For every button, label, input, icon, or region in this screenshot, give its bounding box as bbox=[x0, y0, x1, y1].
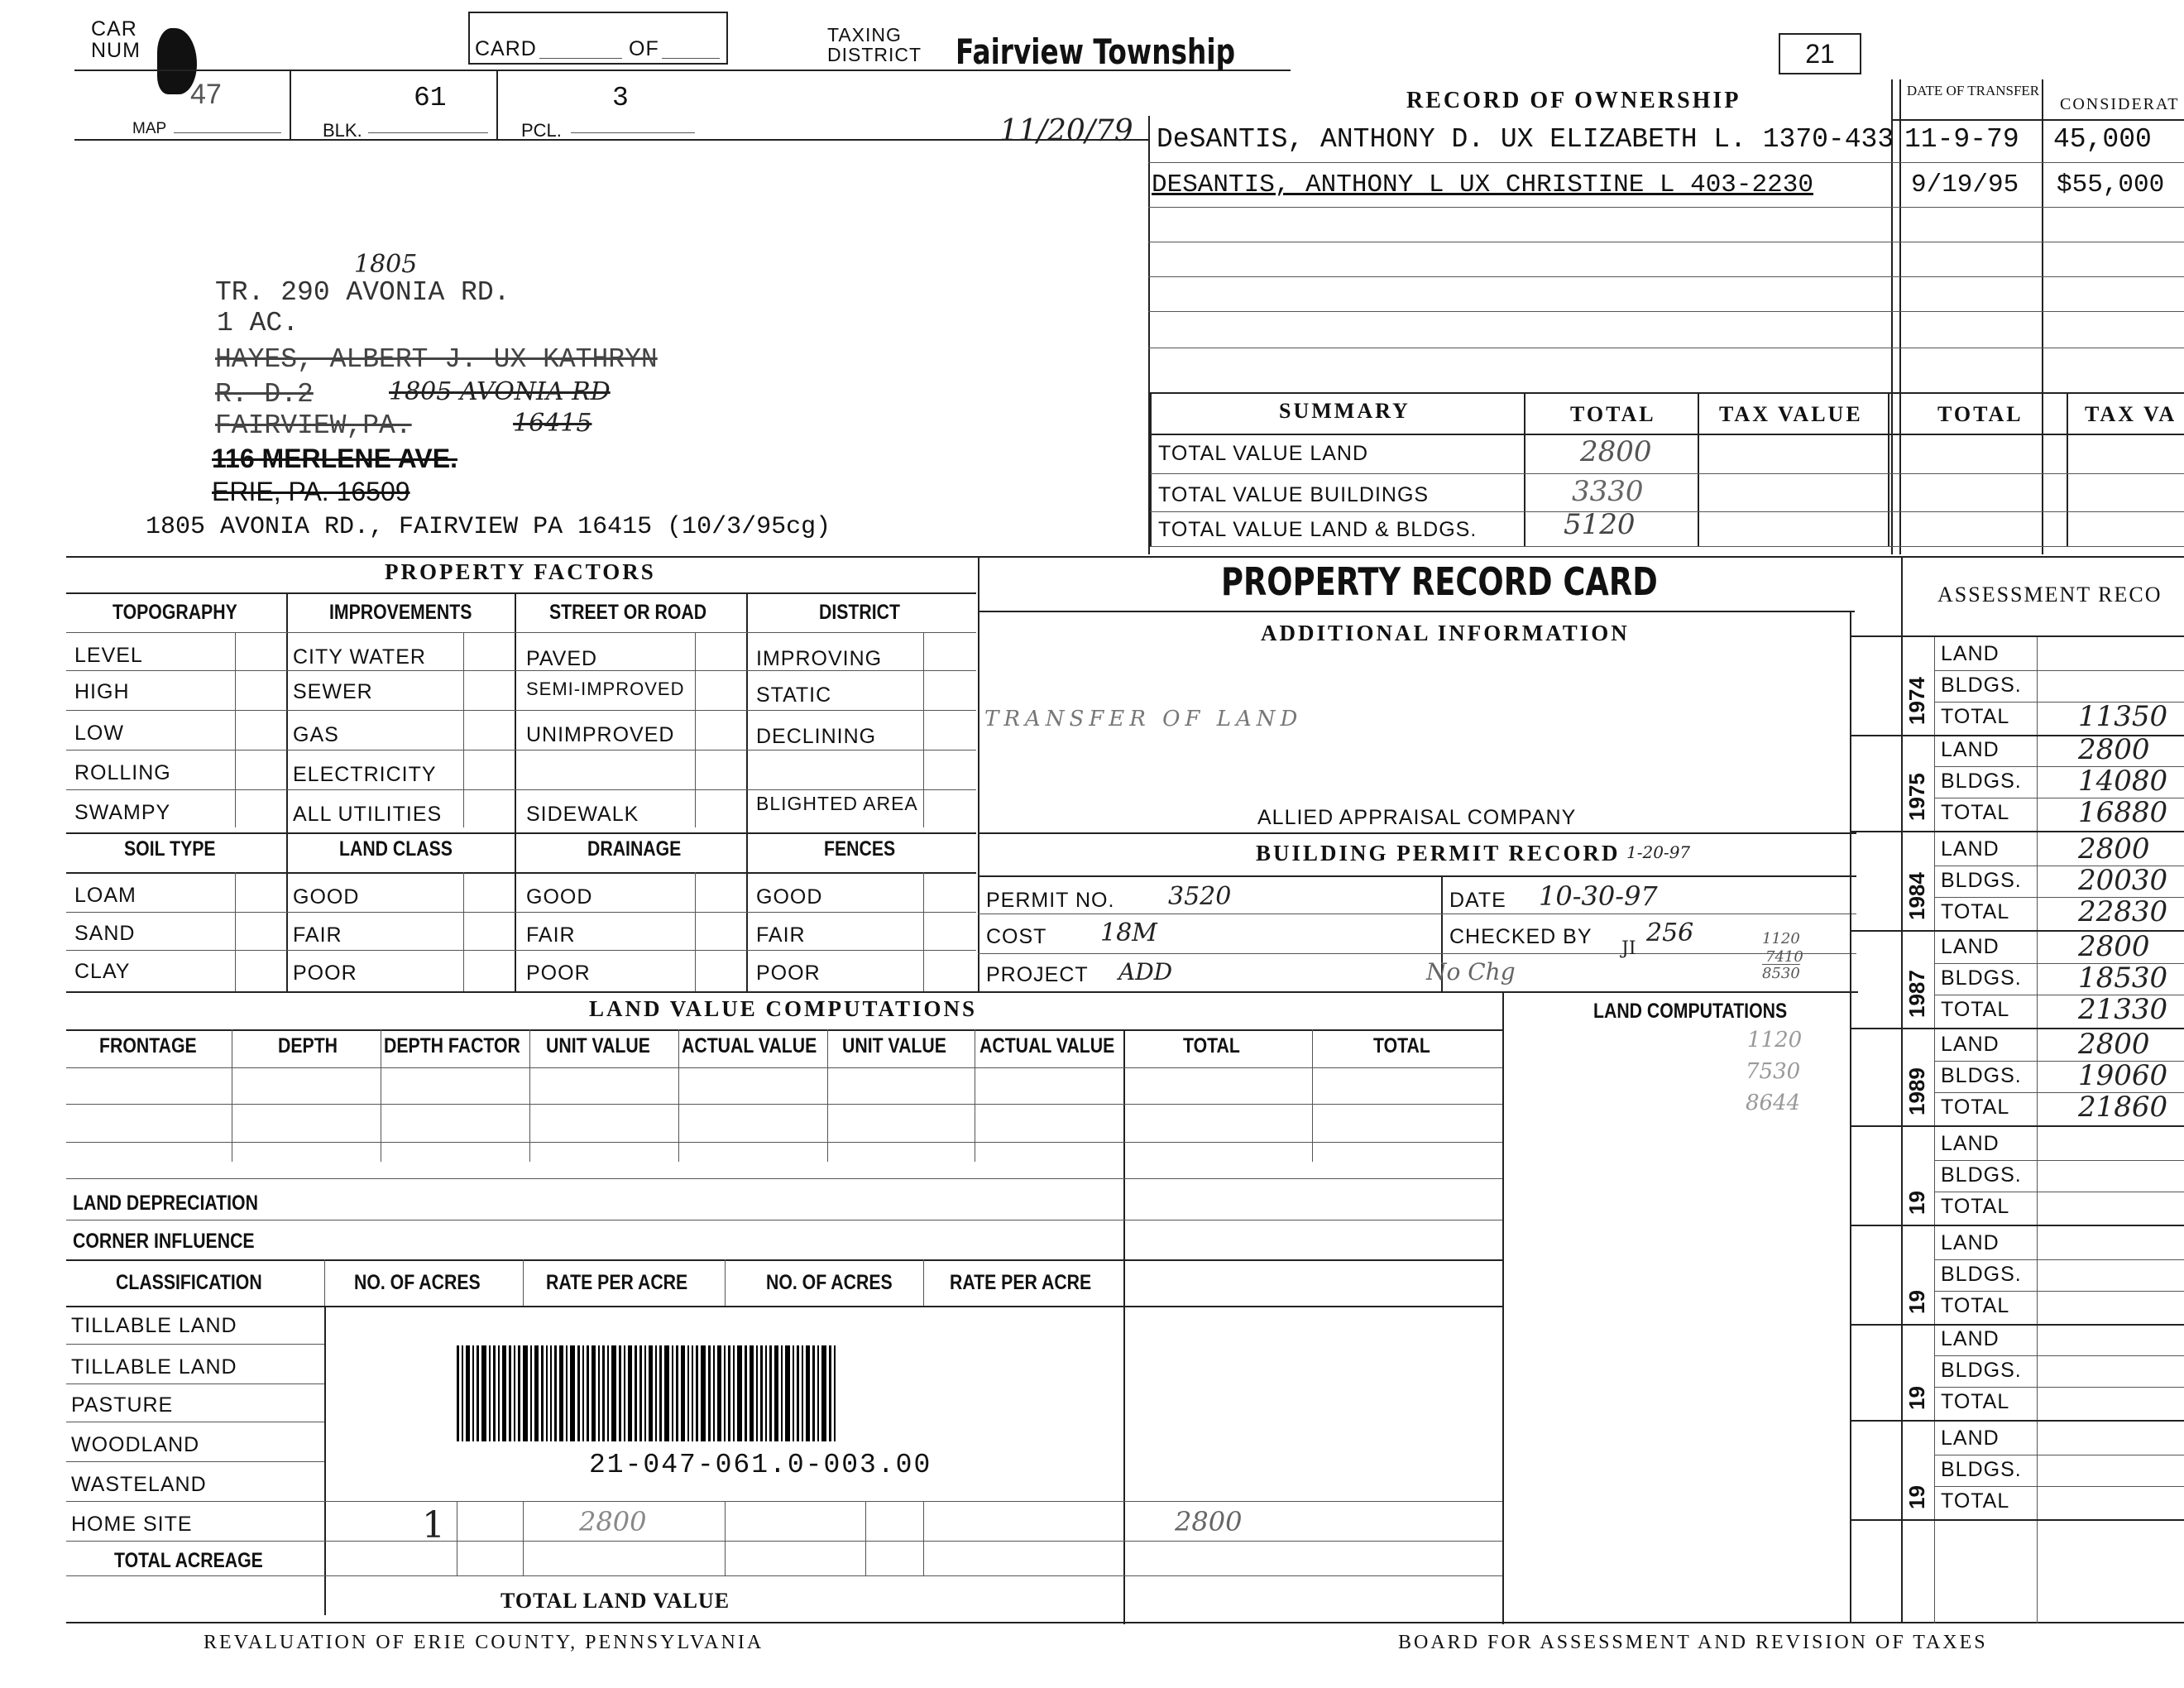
assessment-row-label: LAND bbox=[1941, 642, 2000, 665]
assessment-value: 20030 bbox=[2078, 864, 2168, 897]
col-depth-factor: DEPTH FACTOR bbox=[384, 1034, 520, 1057]
land-class-header: LAND CLASS bbox=[339, 837, 453, 861]
owner-name: DESANTIS, ANTHONY L UX CHRISTINE L 403-2230 bbox=[1152, 170, 1813, 199]
project-label: PROJECT bbox=[986, 963, 1089, 986]
additional-info-title: ADDITIONAL INFORMATION bbox=[1261, 621, 1630, 645]
assessment-year: 1987 bbox=[1904, 970, 1929, 1018]
transfer-date: 9/19/95 bbox=[1911, 170, 2019, 199]
assessment-value: 22830 bbox=[2078, 895, 2168, 928]
soil-item: SAND bbox=[74, 922, 136, 945]
cost-label: COST bbox=[986, 925, 1047, 948]
acreage-line: 1 AC. bbox=[217, 308, 299, 338]
summary-row-label: TOTAL VALUE BUILDINGS bbox=[1158, 483, 1430, 506]
improvement-item: ELECTRICITY bbox=[293, 763, 437, 786]
former-town: FAIRVIEW,PA. bbox=[215, 410, 412, 441]
rate-per-acre-header: RATE PER ACRE bbox=[546, 1271, 688, 1294]
transfer-date: 11-9-79 bbox=[1904, 124, 2019, 155]
permit-date-label: DATE bbox=[1449, 889, 1506, 912]
assessment-value: 16880 bbox=[2078, 796, 2168, 829]
cost-value: 18M bbox=[1100, 918, 1157, 947]
street-header: STREET OR ROAD bbox=[549, 601, 707, 624]
street-item: UNIMPROVED bbox=[526, 723, 675, 746]
assessment-year: 1975 bbox=[1904, 773, 1929, 821]
assessment-year: 19 bbox=[1904, 1290, 1929, 1314]
taxing-district-name: Fairview Township bbox=[956, 31, 1236, 72]
recorded-date: 11/20/79 bbox=[999, 114, 1133, 148]
assessment-row-label: LAND bbox=[1941, 1231, 2000, 1254]
topography-item: LEVEL bbox=[74, 644, 143, 667]
consideration: 45,000 bbox=[2053, 124, 2152, 155]
fences-header: FENCES bbox=[824, 837, 896, 861]
assessment-value: 2800 bbox=[2078, 832, 2150, 866]
assessment-year: 1989 bbox=[1904, 1067, 1929, 1115]
col-unit-value-2: UNIT VALUE bbox=[842, 1034, 946, 1057]
assessment-row-label: TOTAL bbox=[1941, 1390, 2010, 1413]
total-land-value-label: TOTAL LAND VALUE bbox=[500, 1589, 730, 1613]
former-mailing-city: ERIE, PA. 16509 bbox=[212, 477, 410, 506]
date-of-transfer-header: DATE OF TRANSFER bbox=[1906, 83, 2040, 98]
land-value-title: LAND VALUE COMPUTATIONS bbox=[589, 996, 978, 1021]
topography-header: TOPOGRAPHY bbox=[113, 601, 237, 624]
summary-title: SUMMARY bbox=[1279, 399, 1410, 423]
permit-no-label: PERMIT NO. bbox=[986, 889, 1115, 912]
col-total: TOTAL bbox=[1183, 1034, 1240, 1057]
property-factors-title: PROPERTY FACTORS bbox=[385, 559, 656, 584]
assessment-year: 19 bbox=[1904, 1485, 1929, 1509]
assessment-row-label: BLDGS. bbox=[1941, 1064, 2022, 1087]
parcel-barcode bbox=[457, 1345, 838, 1441]
col-unit-value: UNIT VALUE bbox=[546, 1034, 650, 1057]
district-header: DISTRICT bbox=[819, 601, 900, 624]
fences-item: GOOD bbox=[756, 885, 823, 909]
soil-type-header: SOIL TYPE bbox=[124, 837, 216, 861]
land-computations-title: LAND COMPUTATIONS bbox=[1593, 1000, 1788, 1023]
assessment-row-label: TOTAL bbox=[1941, 1489, 2010, 1513]
total-acreage-label: TOTAL ACREAGE bbox=[114, 1549, 263, 1572]
blk-value: 61 bbox=[414, 83, 447, 113]
summary-row-value: 3330 bbox=[1572, 475, 1644, 508]
assessment-value: 2800 bbox=[2078, 1028, 2150, 1061]
drainage-item: POOR bbox=[526, 961, 591, 985]
land-class-row: TILLABLE LAND bbox=[71, 1314, 237, 1337]
permit-no-value: 3520 bbox=[1168, 882, 1232, 911]
assessment-row-label: TOTAL bbox=[1941, 1195, 2010, 1218]
former-mailing-street: 116 MERLENE AVE. bbox=[212, 444, 457, 473]
assessment-row-label: TOTAL bbox=[1941, 1096, 2010, 1119]
improvement-item: GAS bbox=[293, 723, 339, 746]
assessment-value: 14080 bbox=[2078, 765, 2168, 798]
topography-item: HIGH bbox=[74, 680, 130, 703]
assessment-row-label: LAND bbox=[1941, 1132, 2000, 1155]
assessment-title: ASSESSMENT RECO bbox=[1937, 583, 2162, 607]
parcel-number: 21-047-061.0-003.00 bbox=[589, 1450, 932, 1480]
home-site-rate: 2800 bbox=[579, 1506, 647, 1537]
assessment-row-label: BLDGS. bbox=[1941, 869, 2022, 892]
summary-row-label: TOTAL VALUE LAND bbox=[1158, 442, 1369, 465]
summary-row-value: 5120 bbox=[1564, 508, 1636, 541]
assessment-value: 21860 bbox=[2078, 1091, 2168, 1124]
assessment-row-label: TOTAL bbox=[1941, 1294, 2010, 1317]
card-label: CARD bbox=[475, 37, 537, 60]
land-computation-figure: 8644 bbox=[1746, 1091, 1801, 1115]
improvement-item: CITY WATER bbox=[293, 645, 426, 669]
summary-row-label: TOTAL VALUE LAND & BLDGS. bbox=[1158, 518, 1478, 541]
topography-item: LOW bbox=[74, 722, 124, 745]
assessment-row-label: LAND bbox=[1941, 837, 2000, 861]
assessment-row-label: BLDGS. bbox=[1941, 1458, 2022, 1481]
summary-tax-header: TAX VALUE bbox=[1719, 402, 1863, 426]
drainage-item: FAIR bbox=[526, 923, 576, 947]
rate-per-acre-header-2: RATE PER ACRE bbox=[950, 1271, 1092, 1294]
project-value: ADD bbox=[1118, 958, 1173, 985]
assessment-value: 21330 bbox=[2078, 993, 2168, 1026]
topography-item: ROLLING bbox=[74, 761, 171, 784]
district-item: DECLINING bbox=[756, 725, 877, 748]
assessment-year: 1974 bbox=[1904, 677, 1929, 725]
district-item: BLIGHTED AREA bbox=[756, 793, 918, 814]
assessment-row-label: LAND bbox=[1941, 1427, 2000, 1450]
permit-figure: 1120 bbox=[1762, 930, 1800, 947]
street-item: SEMI-IMPROVED bbox=[526, 679, 685, 699]
assessment-row-label: LAND bbox=[1941, 1033, 2000, 1056]
land-computation-figure: 7530 bbox=[1746, 1059, 1801, 1084]
drainage-header: DRAINAGE bbox=[587, 837, 682, 861]
summary-tax2-header: TAX VA bbox=[2085, 402, 2177, 426]
street-item: PAVED bbox=[526, 647, 598, 670]
col-total-2: TOTAL bbox=[1373, 1034, 1430, 1057]
assessment-year: 19 bbox=[1904, 1191, 1929, 1215]
assessment-value: 18530 bbox=[2078, 961, 2168, 995]
assessment-value: 11350 bbox=[2078, 700, 2168, 733]
address-line: TR. 290 AVONIA RD. bbox=[215, 277, 510, 308]
footer-left: REVALUATION OF ERIE COUNTY, PENNSYLVANIA bbox=[204, 1632, 764, 1653]
land-class-item: GOOD bbox=[293, 885, 360, 909]
col-depth: DEPTH bbox=[278, 1034, 338, 1057]
record-card-title: PROPERTY RECORD CARD bbox=[1221, 559, 1658, 604]
topography-item: SWAMPY bbox=[74, 801, 171, 824]
land-computation-figure: 1120 bbox=[1747, 1028, 1803, 1053]
house-number: 1805 bbox=[354, 250, 418, 279]
assessment-row-label: TOTAL bbox=[1941, 801, 2010, 824]
land-class-row: TILLABLE LAND bbox=[71, 1355, 237, 1379]
checked-by-label: CHECKED BY bbox=[1449, 925, 1592, 948]
soil-item: CLAY bbox=[74, 960, 131, 983]
land-depreciation-label: LAND DEPRECIATION bbox=[73, 1192, 258, 1215]
pcl-value: 3 bbox=[612, 83, 629, 113]
land-class-row: WOODLAND bbox=[71, 1433, 200, 1456]
assessment-year: 1984 bbox=[1904, 872, 1929, 920]
col-actual-value-2: ACTUAL VALUE bbox=[979, 1034, 1115, 1057]
map-value: 47 bbox=[190, 79, 222, 110]
land-class-item: FAIR bbox=[293, 923, 342, 947]
owner-name: DeSANTIS, ANTHONY D. UX ELIZABETH L. 1370-433 bbox=[1157, 124, 1894, 155]
permit-title-date: 1-20-97 bbox=[1626, 842, 1691, 862]
current-mailing-address: 1805 AVONIA RD., FAIRVIEW PA 16415 (10/3/95cg) bbox=[146, 513, 831, 541]
additional-info-note: TRANSFER OF LAND bbox=[984, 707, 1303, 731]
assessment-row-label: TOTAL bbox=[1941, 998, 2010, 1021]
assessment-year: 19 bbox=[1904, 1386, 1929, 1410]
land-class-row: PASTURE bbox=[71, 1393, 174, 1417]
assessment-row-label: LAND bbox=[1941, 1327, 2000, 1350]
assessment-row-label: LAND bbox=[1941, 935, 2000, 958]
pcl-label: PCL. bbox=[521, 120, 562, 141]
improvement-item: SEWER bbox=[293, 680, 373, 703]
former-zip-handwritten: 16415 bbox=[513, 409, 592, 438]
assessment-row-label: TOTAL bbox=[1941, 705, 2010, 728]
soil-item: LOAM bbox=[74, 884, 136, 907]
assessment-row-label: BLDGS. bbox=[1941, 674, 2022, 697]
corner-influence-label: CORNER INFLUENCE bbox=[73, 1230, 255, 1253]
land-class-row: HOME SITE bbox=[71, 1513, 193, 1536]
assessment-row-label: TOTAL bbox=[1941, 900, 2010, 923]
checked-by-value: 256 bbox=[1646, 918, 1694, 947]
taxing-district-label: TAXING DISTRICT bbox=[827, 24, 922, 65]
improvements-header: IMPROVEMENTS bbox=[329, 601, 472, 624]
fences-item: FAIR bbox=[756, 923, 806, 947]
fences-item: POOR bbox=[756, 961, 821, 985]
district-item: IMPROVING bbox=[756, 647, 883, 670]
permit-title: BUILDING PERMIT RECORD bbox=[1256, 841, 1621, 866]
permit-figure: 8530 bbox=[1762, 965, 1800, 982]
consideration-header: CONSIDERAT bbox=[2060, 95, 2180, 113]
car-num-label: CAR NUM bbox=[91, 17, 141, 62]
assessment-row-label: BLDGS. bbox=[1941, 966, 2022, 990]
permit-initials: JI bbox=[1621, 938, 1636, 959]
district-box-number: 21 bbox=[1779, 33, 1861, 74]
no-acres-header: NO. OF ACRES bbox=[354, 1271, 481, 1294]
permit-date-value: 10-30-97 bbox=[1539, 880, 1658, 912]
home-site-acres: 1 bbox=[422, 1504, 445, 1547]
card-of-label: OF bbox=[629, 37, 659, 60]
summary-total2-header: TOTAL bbox=[1937, 402, 2024, 426]
col-actual-value: ACTUAL VALUE bbox=[682, 1034, 817, 1057]
drainage-item: GOOD bbox=[526, 885, 593, 909]
home-site-total: 2800 bbox=[1175, 1506, 1243, 1537]
footer-right: BOARD FOR ASSESSMENT AND REVISION OF TAXES bbox=[1398, 1632, 1988, 1653]
assessment-value: 2800 bbox=[2078, 930, 2150, 963]
ownership-title: RECORD OF OWNERSHIP bbox=[1406, 88, 1741, 113]
summary-total-header: TOTAL bbox=[1570, 402, 1656, 426]
assessment-value: 19060 bbox=[2078, 1059, 2168, 1092]
blk-label: BLK. bbox=[323, 120, 362, 141]
former-owner: HAYES, ALBERT J. UX KATHRYN bbox=[215, 344, 658, 375]
assessment-row-label: BLDGS. bbox=[1941, 1163, 2022, 1187]
assessment-row-label: LAND bbox=[1941, 738, 2000, 761]
former-route-handwritten: 1805 AVONIA RD bbox=[389, 377, 611, 406]
land-class-row: WASTELAND bbox=[71, 1473, 207, 1496]
appraiser-name: ALLIED APPRAISAL COMPANY bbox=[1257, 806, 1577, 829]
project-note: No Chg bbox=[1426, 958, 1516, 985]
land-class-item: POOR bbox=[293, 961, 357, 985]
summary-row-value: 2800 bbox=[1580, 435, 1652, 468]
consideration: $55,000 bbox=[2057, 170, 2165, 199]
col-frontage: FRONTAGE bbox=[99, 1034, 197, 1057]
no-acres-header-2: NO. OF ACRES bbox=[766, 1271, 893, 1294]
street-item: SIDEWALK bbox=[526, 803, 639, 826]
assessment-row-label: BLDGS. bbox=[1941, 1263, 2022, 1286]
improvement-item: ALL UTILITIES bbox=[293, 803, 443, 826]
classification-header: CLASSIFICATION bbox=[116, 1271, 262, 1294]
assessment-row-label: BLDGS. bbox=[1941, 770, 2022, 793]
permit-figure: 7410 bbox=[1765, 948, 1803, 966]
assessment-value: 2800 bbox=[2078, 733, 2150, 766]
map-label: MAP bbox=[132, 120, 167, 137]
district-item: STATIC bbox=[756, 683, 832, 707]
assessment-row-label: BLDGS. bbox=[1941, 1359, 2022, 1382]
former-route: R. D.2 bbox=[215, 379, 314, 410]
